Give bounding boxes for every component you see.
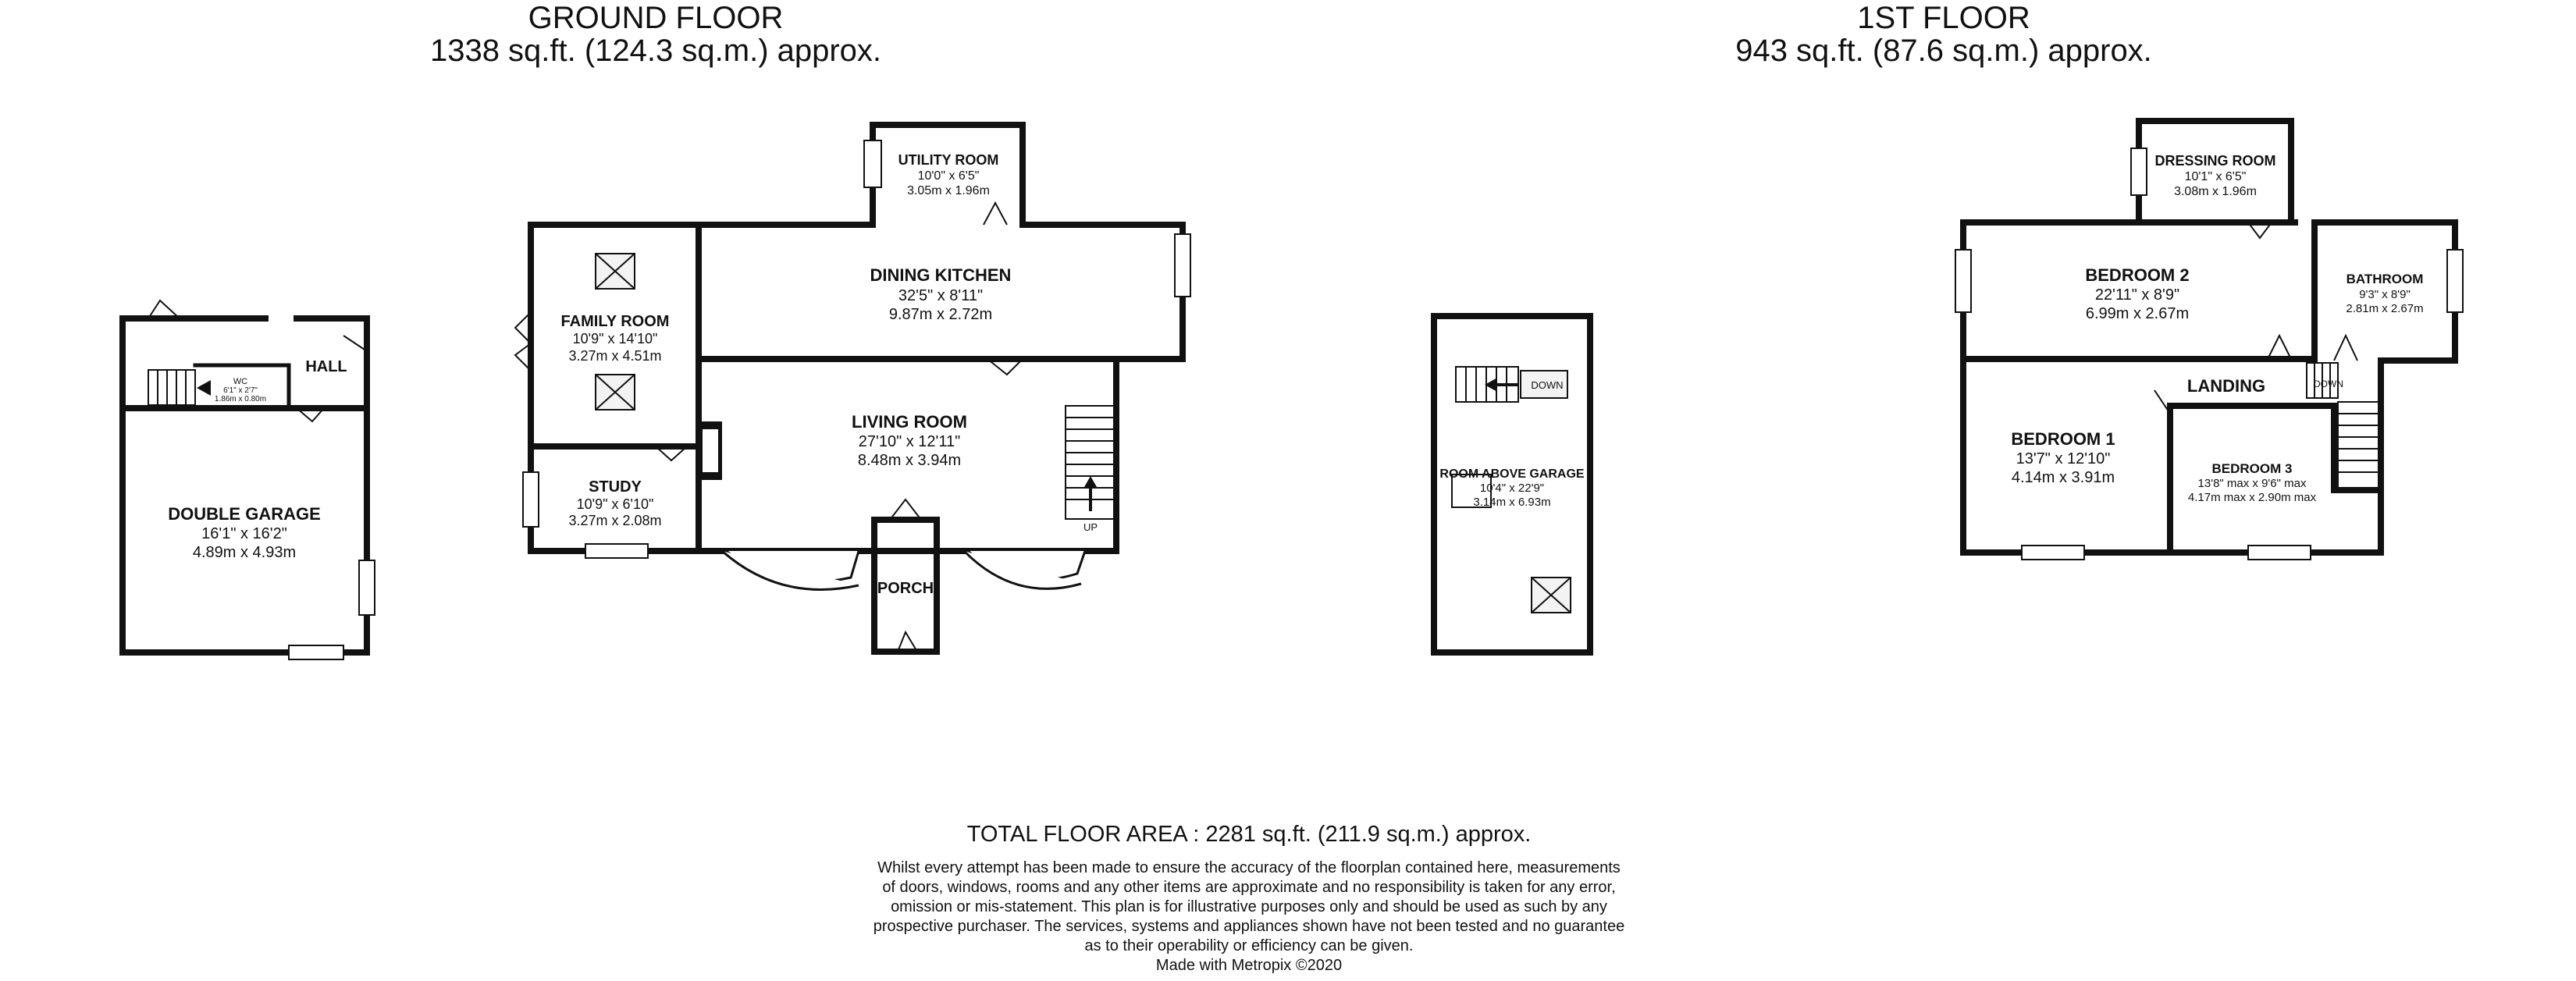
bedroom-3-imperial: 13'8" max x 9'6" max <box>2197 477 2307 490</box>
above-garage-stairs-down-label: DOWN <box>1531 379 1564 391</box>
wc-metric: 1.86m x 0.80m <box>214 395 267 403</box>
down-arrow-icon <box>1485 378 1518 392</box>
dining-kitchen-imperial: 32'5" x 8'11" <box>898 287 984 304</box>
total-floor-area: TOTAL FLOOR AREA : 2281 sq.ft. (211.9 sq.m.) approx. <box>966 822 1532 847</box>
ground-floor-title: GROUND FLOOR <box>528 1 784 35</box>
study-metric: 3.27m x 2.08m <box>568 513 662 528</box>
bedroom-2-imperial: 22'11" x 8'9" <box>2094 286 2180 304</box>
disclaimer-line: Whilst every attempt has been made to ensure the accuracy of the floorplan contained here, measurements <box>877 859 1621 876</box>
disclaimer-line: as to their operability or efficiency can be given. <box>1084 937 1414 954</box>
dining-kitchen-name: DINING KITCHEN <box>870 265 1012 285</box>
disclaimer <box>0 858 2537 976</box>
study-imperial: 10'9" x 6'10" <box>576 496 654 512</box>
room-labels <box>168 152 2423 597</box>
first-floor-stairs-down-label: DOWN <box>2314 379 2343 389</box>
hall-name: HALL <box>305 358 347 375</box>
bedroom-3-name: BEDROOM 3 <box>2211 461 2293 476</box>
family-room-name: FAMILY ROOM <box>560 313 670 330</box>
study-name: STUDY <box>589 478 642 496</box>
bedroom-2-name: BEDROOM 2 <box>2085 265 2190 285</box>
fireplace <box>699 421 722 480</box>
utility-room-metric: 3.05m x 1.96m <box>907 184 990 197</box>
first-floor-area: 943 sq.ft. (87.6 sq.m.) approx. <box>1735 34 2152 68</box>
door-swings <box>148 203 2357 652</box>
metropix-credit: Made with Metropix ©2020 <box>1155 957 1343 974</box>
dressing-room-imperial: 10'1" x 6'5" <box>2184 170 2247 183</box>
bedroom-1-name: BEDROOM 1 <box>2011 429 2115 449</box>
room-above-garage-name: ROOM ABOVE GARAGE <box>1439 467 1585 481</box>
dining-kitchen-metric: 9.87m x 2.72m <box>888 306 993 323</box>
bathroom-name: BATHROOM <box>2346 272 2424 286</box>
porch-name: PORCH <box>877 580 934 597</box>
disclaimer-line: prospective purchaser. The services, systems and appliances shown have not been tested and no guarantee <box>873 918 1625 935</box>
living-room-imperial: 27'10" x 12'11" <box>858 433 961 450</box>
dressing-room-name: DRESSING ROOM <box>2154 153 2276 169</box>
living-room-name: LIVING ROOM <box>852 412 967 432</box>
up-arrow-icon <box>1084 476 1097 511</box>
stairs-up-label: UP <box>1083 521 1098 533</box>
bedroom-2-metric: 6.99m x 2.67m <box>2085 305 2190 322</box>
landing-name: LANDING <box>2186 376 2266 396</box>
family-room-metric: 3.27m x 4.51m <box>568 348 662 364</box>
double-garage-imperial: 16'1" x 16'2" <box>201 525 287 542</box>
bedroom-1-imperial: 13'7" x 12'10" <box>2016 450 2111 467</box>
double-garage-name: DOUBLE GARAGE <box>168 504 321 524</box>
ground-floor-area: 1338 sq.ft. (124.3 sq.m.) approx. <box>429 34 882 68</box>
disclaimer-line: omission or mis-statement. This plan is for illustrative purposes only and should be used as such by any <box>891 898 1607 915</box>
utility-room-name: UTILITY ROOM <box>898 152 999 168</box>
first-floor-title: 1ST FLOOR <box>1857 1 2030 35</box>
hall-stairs <box>148 370 195 405</box>
hall-stair-arrow-icon <box>197 380 211 396</box>
bathroom-imperial: 9'3" x 8'9" <box>2359 288 2411 301</box>
disclaimer-line: of doors, windows, rooms and any other items are approximate and no responsibility is taken for any error, <box>882 879 1616 896</box>
wc-imperial: 6'1" x 2'7" <box>223 386 258 395</box>
room-above-garage-imperial: 10'4" x 22'9" <box>1479 482 1545 495</box>
room-above-garage-metric: 3.14m x 6.93m <box>1473 496 1551 509</box>
wc-name: WC <box>233 377 248 386</box>
living-room-metric: 8.48m x 3.94m <box>857 452 962 469</box>
family-room-imperial: 10'9" x 14'10" <box>572 331 658 347</box>
bedroom-3-metric: 4.17m max x 2.90m max <box>2187 491 2317 504</box>
utility-room-imperial: 10'0" x 6'5" <box>917 169 980 183</box>
bathroom-metric: 2.81m x 2.67m <box>2346 302 2424 315</box>
double-garage-metric: 4.89m x 4.93m <box>192 544 297 561</box>
dressing-room-metric: 3.08m x 1.96m <box>2174 185 2257 198</box>
bedroom-1-metric: 4.14m x 3.91m <box>2011 469 2115 486</box>
